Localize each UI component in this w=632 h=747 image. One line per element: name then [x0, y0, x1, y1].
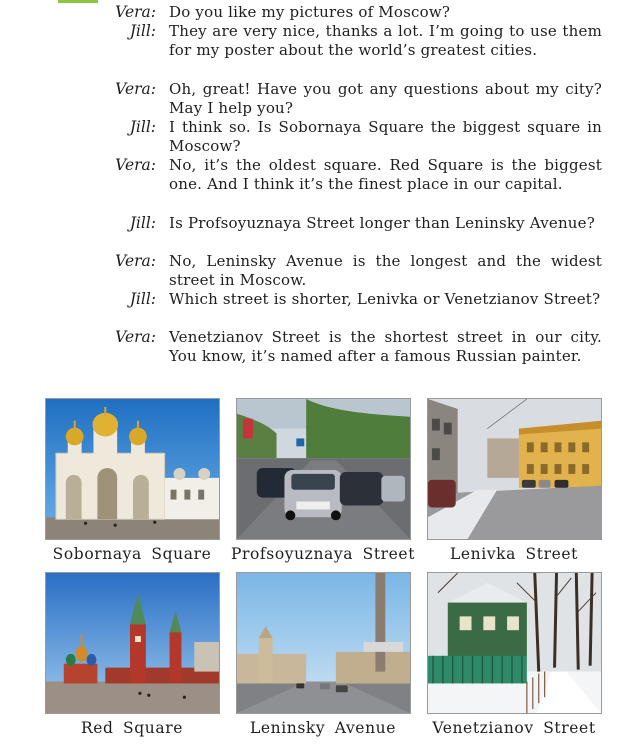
speaker-name: Vera:	[115, 328, 156, 346]
photo-lenivka-street	[427, 398, 602, 540]
dialogue-text: Oh, great! Have you got any questions about my city? May I help you?	[169, 80, 602, 118]
speaker-name: Vera:	[115, 156, 156, 174]
photo-caption: Leninsky Avenue	[249, 719, 397, 737]
dialogue-text: Which street is shorter, Lenivka or Venetzianov Street?	[169, 290, 601, 308]
snowy-street-image	[428, 573, 601, 713]
photo-caption: Lenivka Street	[450, 545, 578, 563]
photo-red-square	[45, 572, 220, 714]
dialogue-line	[0, 118, 632, 156]
photo-profsoyuznaya-street	[236, 398, 411, 540]
red-square-image	[46, 573, 219, 713]
dialogue-line	[0, 3, 632, 22]
dialogue-text: No, Leninsky Avenue is the longest and the widest street in Moscow.	[169, 252, 602, 290]
speaker-name: Vera:	[115, 3, 156, 21]
speaker-name: Jill:	[129, 118, 156, 136]
photo-caption: Red Square	[80, 719, 184, 737]
photo-venetzianov-street	[427, 572, 602, 714]
dialogue-text: I think so. Is Sobornaya Square the biggest square in Moscow?	[169, 118, 602, 156]
speaker-name: Vera:	[115, 80, 156, 98]
dialogue-text: They are very nice, thanks a lot. I’m going to use them for my poster about the world’s greatest cities.	[169, 22, 602, 60]
speaker-name: Jill:	[129, 22, 156, 40]
dialogue-line	[0, 80, 632, 118]
photo-caption: Sobornaya Square	[52, 545, 212, 563]
dialogue-line	[0, 328, 632, 386]
dialogue-line	[0, 214, 632, 252]
street-traffic-image	[237, 399, 410, 539]
dialogue-line	[0, 22, 632, 80]
dialogue-text: No, it’s the oldest square. Red Square is the biggest one. And I think it’s the finest place in our capital.	[169, 156, 602, 194]
dialogue-line	[0, 252, 632, 290]
photo-caption: Venetzianov Street	[432, 719, 596, 737]
dialogue-text: Is Profsoyuznaya Street longer than Leninsky Avenue?	[169, 214, 595, 232]
photo-leninsky-avenue	[236, 572, 411, 714]
narrow-street-image	[428, 399, 601, 539]
photo-caption: Profsoyuznaya Street	[230, 545, 416, 563]
photo-sobornaya-square	[45, 398, 220, 540]
speaker-name: Jill:	[129, 290, 156, 308]
dialogue-line	[0, 156, 632, 214]
dialogue-text: Do you like my pictures of Moscow?	[169, 3, 451, 21]
speaker-name: Vera:	[115, 252, 156, 270]
cathedral-image	[46, 399, 219, 539]
wide-avenue-image	[237, 573, 410, 713]
dialogue-text: Venetzianov Street is the shortest street in our city. You know, it’s named after a famous Russian painter.	[169, 328, 602, 366]
dialogue-line	[0, 290, 632, 328]
speaker-name: Jill:	[129, 214, 156, 232]
